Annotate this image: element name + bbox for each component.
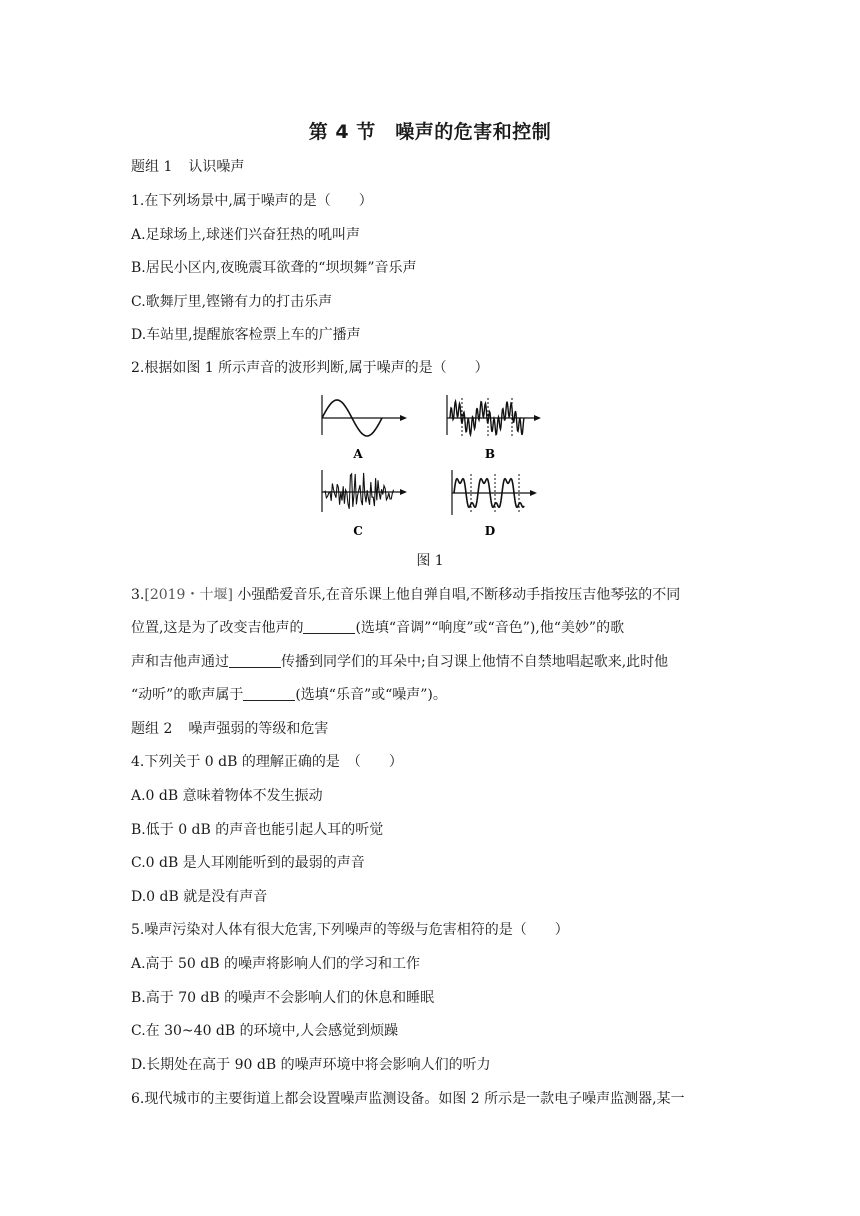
group-name: 噪声强弱的等级和危害 [188, 721, 329, 737]
question-2-stem: 2.根据如图 1 所示声音的波形判断,属于噪声的是（ ） [131, 360, 489, 376]
label-c: C [353, 524, 363, 538]
q5-option-c: C.在 30~40 dB 的环境中,人会感觉到烦躁 [131, 1023, 399, 1039]
waveform-figure [312, 390, 552, 540]
question-6-stem: 6.现代城市的主要街道上都会设置噪声监测设备。如图 2 所示是一款电子噪声监测器,某一 [131, 1091, 685, 1107]
waveform-c [322, 470, 407, 512]
q1-option-b: B.居民小区内,夜晚震耳欲聋的“坝坝舞”音乐声 [131, 260, 417, 276]
q3-text: 声和吉他声通过 [131, 654, 229, 670]
group-heading-1 [131, 157, 244, 177]
question-1-stem: 1.在下列场景中,属于噪声的是（ ） [131, 193, 373, 209]
q3-text: 位置,这是为了改变吉他声的 [131, 620, 304, 636]
question-3-line-4 [131, 685, 447, 705]
q4-option-d: D.0 dB 就是没有声音 [131, 889, 268, 905]
q3-text: 小强酷爱音乐,在音乐课上他自弹自唱,不断移动手指按压吉他琴弦的不同 [237, 587, 681, 603]
label-a: A [353, 447, 363, 461]
question-5-stem: 5.噪声污染对人体有很大危害,下列噪声的等级与危害相符的是（ ） [131, 922, 569, 938]
q3-text: (选填“乐音”或“噪声”)。 [295, 687, 447, 703]
question-3-line-1 [131, 585, 680, 605]
q4-option-b: B.低于 0 dB 的声音也能引起人耳的听觉 [131, 822, 384, 838]
q1-option-d: D.车站里,提醒旅客检票上车的广播声 [131, 327, 361, 343]
section-title: 第 4 节 噪声的危害和控制 [308, 121, 552, 143]
source-tag: [2019・十堰] [144, 587, 233, 603]
figure-caption: 图 1 [416, 553, 444, 569]
waveform-a [322, 395, 407, 436]
group-name: 认识噪声 [188, 159, 245, 175]
q4-option-c: C.0 dB 是人耳刚能听到的最弱的声音 [131, 855, 365, 871]
answer-blank[interactable] [229, 653, 281, 668]
label-b: B [484, 447, 496, 461]
q3-text: “动听”的歌声属于 [131, 687, 244, 703]
waveform-b [447, 395, 541, 438]
q3-text: (选填“音调”“响度”或“音色”),他“美妙”的歌 [355, 620, 625, 636]
question-4-stem: 4.下列关于 0 dB 的理解正确的是 （ ） [131, 754, 403, 770]
waveform-d [452, 470, 537, 515]
group-label: 题组 2 [131, 721, 173, 737]
q3-text: 传播到同学们的耳朵中;自习课上他情不自禁地唱起歌来,此时他 [281, 654, 669, 670]
q1-option-a: A.足球场上,球迷们兴奋狂热的吼叫声 [131, 227, 361, 243]
q5-option-b: B.高于 70 dB 的噪声不会影响人们的休息和睡眠 [131, 990, 435, 1006]
label-d: D [484, 524, 496, 538]
q5-option-a: A.高于 50 dB 的噪声将影响人们的学习和工作 [131, 956, 420, 972]
q4-option-a: A.0 dB 意味着物体不发生振动 [131, 788, 323, 804]
question-number: 3. [131, 587, 145, 603]
group-label: 题组 1 [131, 159, 173, 175]
question-3-line-2 [131, 618, 624, 638]
q1-option-c: C.歌舞厅里,铿锵有力的打击乐声 [131, 294, 333, 310]
answer-blank[interactable] [243, 686, 295, 701]
q5-option-d: D.长期处在高于 90 dB 的噪声环境中将会影响人们的听力 [131, 1057, 491, 1073]
answer-blank[interactable] [303, 619, 355, 634]
question-3-line-3 [131, 652, 668, 672]
group-heading-2 [131, 719, 328, 739]
